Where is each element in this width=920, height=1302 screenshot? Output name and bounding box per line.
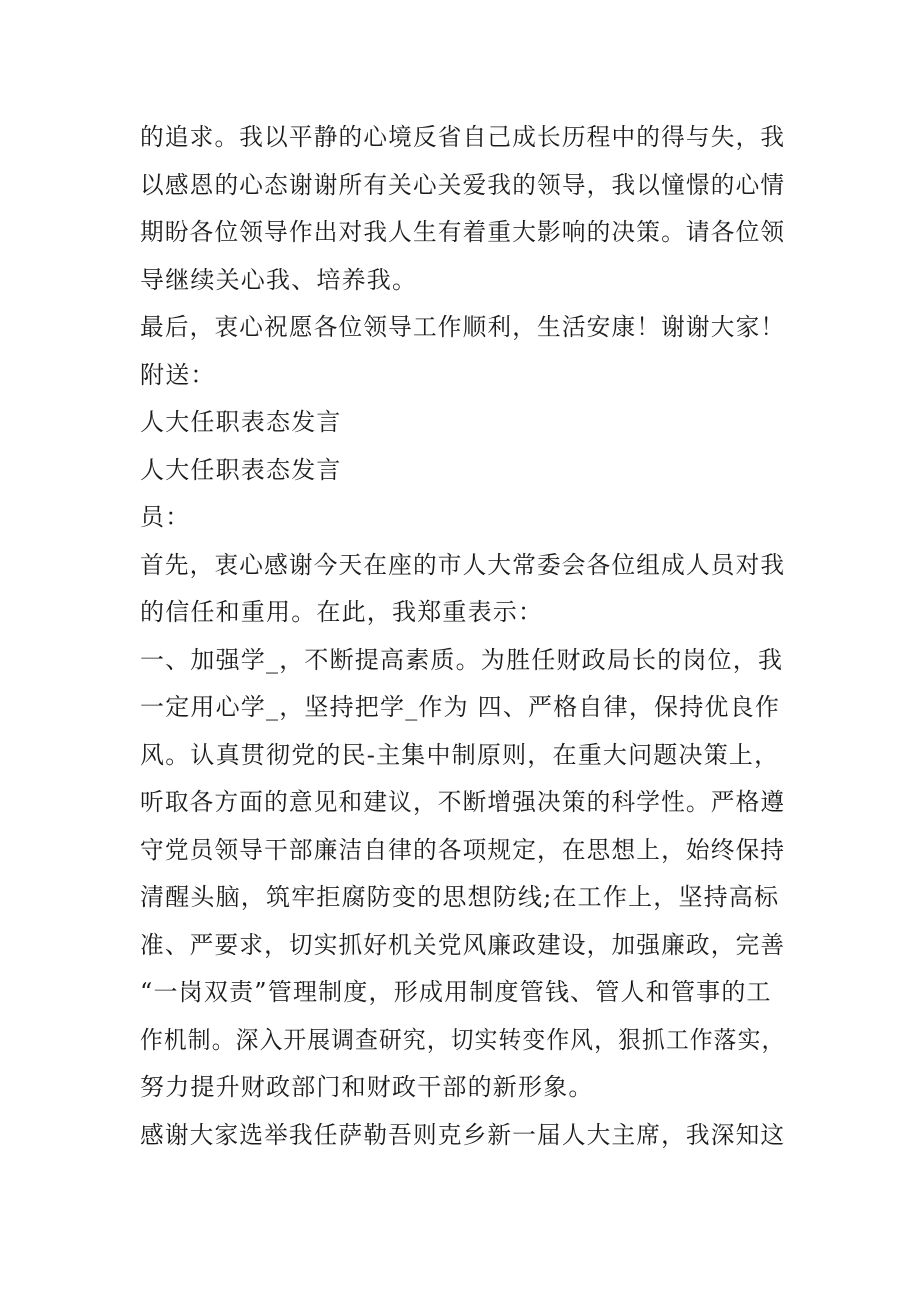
text-line: 感谢大家选举我任萨勒吾则克乡新一届人大主席，我深知这 [140,1120,786,1149]
text-line: 清醒头脑，筑牢拒腐防变的思想防线;在工作上，坚持高标 [140,883,780,911]
text-line: 人大任职表态发言 [140,455,342,484]
text-line: 以感恩的心态谢谢所有关心关爱我的领导，我以憧憬的心情 [140,170,786,199]
text-line: 守党员领导干部廉洁自律的各项规定，在思想上，始终保持 [140,835,786,864]
text-line: 作机制。深入开展调查研究，切实转变作风，狠抓工作落实， [140,1025,786,1054]
text-line: 最后，衷心祝愿各位领导工作顺利，生活安康！谢谢大家！ [140,313,786,341]
text-line: 一定用心学_，坚持把学_作为 四、严格自律，保持优良作 [140,693,781,721]
text-line: 首先，衷心感谢今天在座的市人大常委会各位组成人员对我 [140,550,786,579]
text-line: 导继续关心我、培养我。 [140,265,418,294]
text-line: 风。认真贯彻党的民-主集中制原则，在重大问题决策上， [140,740,780,769]
text-line: 期盼各位领导作出对我人生有着重大影响的决策。请各位领 [140,218,786,246]
text-line: 听取各方面的意见和建议，不断增强决策的科学性。严格遵 [140,788,786,816]
text-line: 努力提升财政部门和财政干部的新形象。 [140,1073,594,1101]
text-line: 人大任职表态发言 [140,408,342,436]
text-line: 附送： [140,360,216,389]
text-line: 员： [140,503,191,531]
text-line: 一、加强学_，不断提高素质。为胜任财政局长的岗位，我 [140,645,784,674]
text-line: 的信任和重用。在此，我郑重表示： [140,598,544,626]
text-line: 的追求。我以平静的心境反省自己成长历程中的得与失，我 [140,123,786,151]
document-body [140,114,785,1159]
text-line: 准、严要求，切实抓好机关党风廉政建设，加强廉政，完善 [140,930,786,959]
text-line: “一岗双责”管理制度，形成用制度管钱、管人和管事的工 [140,978,772,1006]
